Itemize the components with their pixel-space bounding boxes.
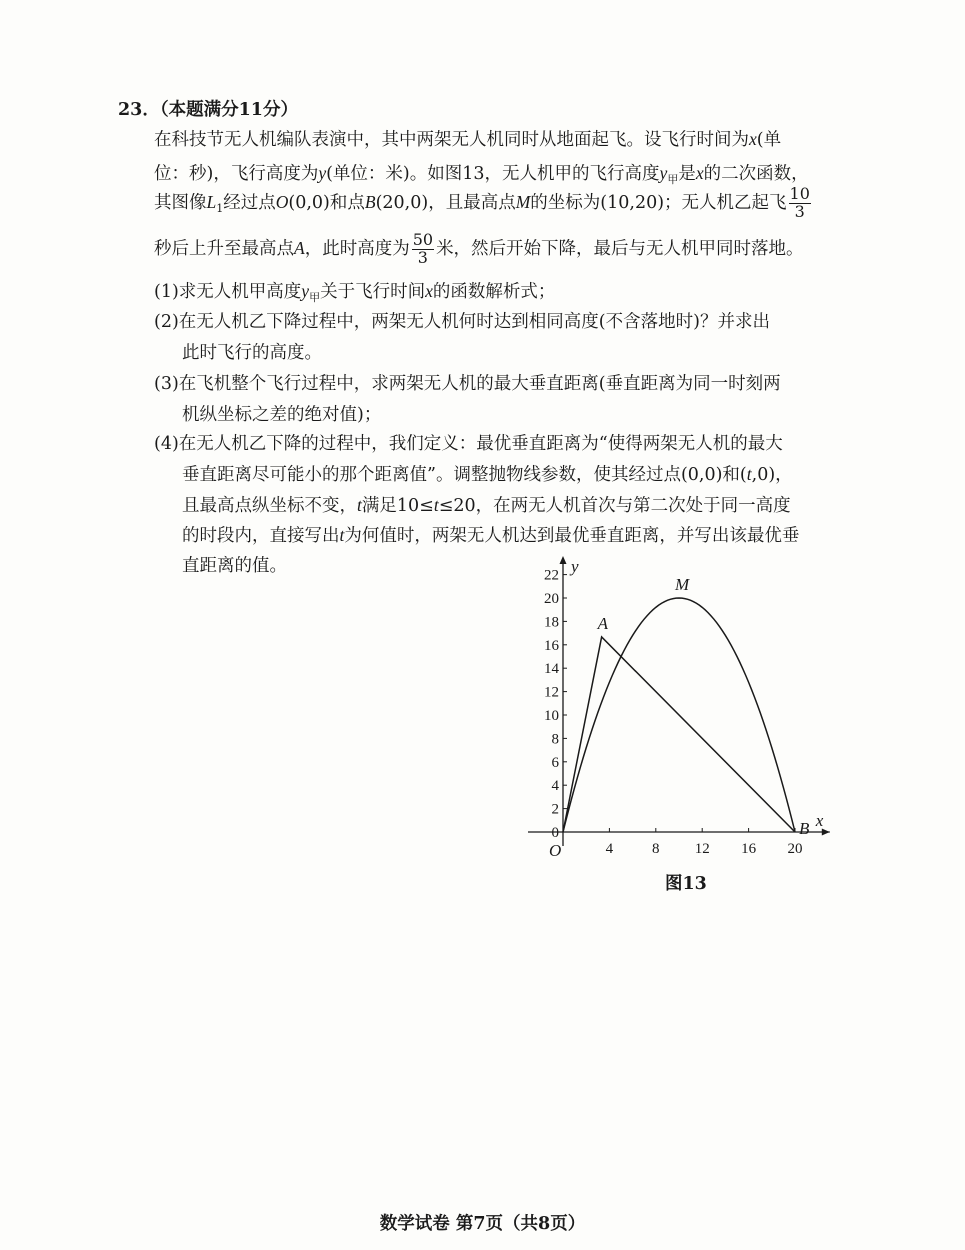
question-2-line-1: (2)在无人机乙下降过程中，两架无人机何时达到相同高度(不含落地时)？并求出 (154, 312, 770, 332)
point-label-B: B (799, 819, 810, 838)
y-tick-label: 22 (544, 567, 559, 584)
y-tick-label: 8 (551, 731, 559, 748)
point-label-O: O (549, 841, 562, 860)
x-tick-label: 12 (694, 841, 710, 857)
question-3-line-2: 机纵坐标之差的绝对值)； (182, 405, 382, 425)
y-tick-label: 16 (544, 637, 559, 654)
question-1: (1)求无人机甲高度$y_甲$关于飞行时间x的函数解析式； (154, 281, 556, 304)
y-tick-label: 14 (544, 661, 559, 678)
y-tick-label: 20 (544, 591, 559, 607)
question-4-line-1: (4)在无人机乙下降的过程中，我们定义：最优垂直距离为“使得两架无人机的最大 (154, 434, 783, 454)
drone-b-path (563, 637, 795, 832)
y-axis-arrow (560, 556, 567, 564)
intro-line-3: 其图像$L_1$经过点O(0,0)和点B(20,0)，且最高点M的坐标为(10,20)；无人机乙起飞 $\frac{10}{3}$ (154, 184, 810, 221)
question-4-line-4: 的时段内，直接写出t为何值时，两架无人机达到最优垂直距离，并写出该最优垂 (182, 525, 800, 546)
problem-header: 23．（本题满分11分） (118, 100, 298, 120)
intro-line-1: 在科技节无人机编队表演中，其中两架无人机同时从地面起飞。设飞行时间为x(单 (154, 129, 782, 150)
y-tick-label: 2 (551, 801, 559, 818)
axes (528, 556, 830, 846)
point-label-M: M (675, 575, 690, 594)
point-labels (549, 557, 824, 860)
fraction-10-3: $\frac{10}{3}$ (789, 184, 810, 221)
x-tick-label: 4 (605, 841, 614, 857)
y-tick-label: 6 (551, 754, 559, 771)
intro-line-2: 位：秒)，飞行高度为y(单位：米)。如图13，无人机甲的飞行高度$y_甲$是x的二次函数， (154, 163, 809, 186)
point-label-A: A (597, 613, 609, 633)
y-tick-label: 12 (544, 684, 559, 701)
question-4-line-3: 且最高点纵坐标不变，t满足10≤t≤20，在两无人机首次与第二次处于同一高度 (182, 495, 791, 516)
y-axis-label: y (571, 557, 579, 576)
page-footer: 数学试卷 第7页（共8页） (379, 1214, 586, 1234)
question-2-line-2: 此时飞行的高度。 (182, 343, 322, 363)
x-tick-label: 20 (787, 841, 803, 857)
figure-13-graph (520, 552, 850, 867)
question-3-line-1: (3)在飞机整个飞行过程中，求两架无人机的最大垂直距离(垂直距离为同一时刻两 (154, 374, 781, 394)
y-tick-label: 18 (544, 614, 559, 631)
curves (563, 598, 795, 832)
x-axis-label: x (815, 811, 824, 830)
y-tick-label: 10 (544, 708, 559, 724)
intro-line-4: 秒后上升至最高点A，此时高度为 $\frac{50}{3}$ 米，然后开始下降，最后与无人机甲同时落地。 (154, 230, 804, 267)
question-4-line-2: 垂直距离尽可能小的那个距离值”。调整抛物线参数，使其经过点(0,0)和(t,0)， (182, 464, 793, 485)
x-tick-label: 16 (741, 841, 757, 857)
question-4-line-5: 直距离的值。 (182, 556, 287, 576)
fraction-50-3: $\frac{50}{3}$ (412, 230, 434, 267)
axis-ticks (544, 568, 803, 857)
y-tick-label: 4 (551, 778, 559, 795)
y-tick-label: 0 (551, 825, 559, 841)
x-tick-label: 8 (652, 841, 660, 857)
figure-caption: 图13 (665, 874, 707, 894)
